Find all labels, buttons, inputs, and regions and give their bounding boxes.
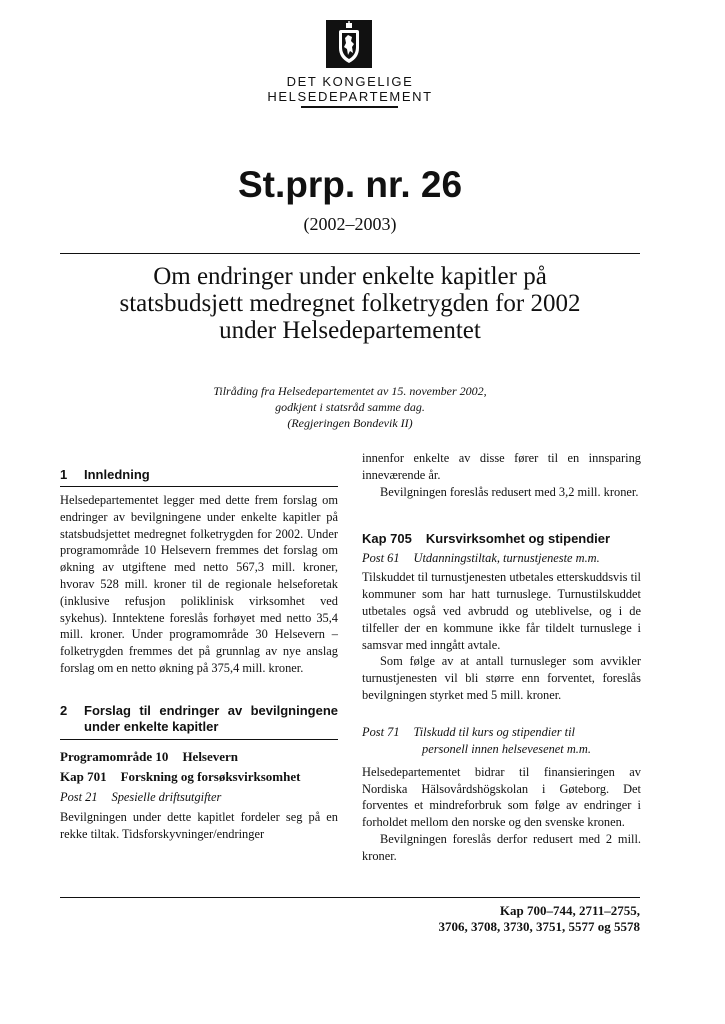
right-paragraph-2: Bevilgningen foreslås redusert med 3,2 mill. kroner. — [380, 484, 639, 499]
section-2-title: Forslag til endringer av bevilgningene under enkelte kapitler — [84, 702, 338, 734]
kap-705-name: Kursvirksomhet og stipendier — [425, 531, 611, 547]
footer-divider — [60, 897, 640, 898]
right-column — [362, 450, 641, 865]
post-21-label: Post 21 — [60, 789, 98, 804]
left-column — [60, 467, 338, 842]
section-2-number: 2 — [60, 702, 68, 718]
right-paragraph-6: Bevilgningen foreslås derfor redusert med 2 mill. kroner. — [362, 831, 641, 863]
approval-note — [60, 383, 640, 431]
kap-705-heading — [362, 530, 641, 548]
document-title: St.prp. nr. 26 — [237, 164, 463, 205]
main-title-line2: statsbudsjett medregnet folketrygden for 2002 — [119, 290, 581, 317]
footer-line1: Kap 700–744, 2711–2755, — [499, 903, 640, 918]
footer-line2: 3706, 3708, 3730, 3751, 5577 og 5578 — [438, 919, 640, 934]
kap-705-label: Kap 705 — [362, 531, 412, 547]
section-1-body: Helsedepartementet legger med dette frem forslag om endringer av bevilgningene under enkelte kapitler på statsbudsjettet medregnet folketrygden for 2002. Under programområde 10 Helsevern fremmes det forslag om økning av utgiftene med netto 567,3 mill. kroner, hvorav 528 mill. kroner til de regionale helseforetak (inklusive refusjon poliklinisk virksomhet ved sykehus). Inntektene foreslås forhøyet med netto 35,4 mill. kroner. Under programområde 30 Helsevern – folketrygden fremmes det på grunnlag av nye anslag forslag om en netto økning på 375,4 mill. kroner. — [60, 493, 338, 675]
section-2-rule — [60, 739, 338, 740]
post-71-name-line2: personell innen helsevesenet m.m. — [422, 741, 591, 756]
post-21-heading — [60, 789, 338, 806]
post-71-label: Post 71 — [362, 724, 400, 739]
section-1-heading — [60, 467, 338, 483]
ministry-name-line1: DET KONGELIGE — [286, 74, 414, 89]
title-divider — [60, 253, 640, 254]
right-paragraph-4: Som følge av at antall turnusleger som avvikler turnustjenesten vil bli større enn forventet, foreslås bevilgningen styrket med 5 mill. kroner. — [362, 654, 641, 702]
kap-701-heading — [60, 768, 338, 786]
kap-701-name: Forskning og forsøksvirksomhet — [120, 768, 301, 784]
post-21-body: Bevilgningen under dette kapitlet fordeler seg på en rekke tiltak. Tidsforskyvninger/endringer — [60, 809, 338, 841]
post-71-heading — [362, 724, 641, 758]
post-71-name-line1: Tilskudd til kurs og stipendier til — [413, 724, 575, 739]
section-2-heading — [60, 703, 338, 735]
approval-line3: (Regjeringen Bondevik II) — [287, 416, 413, 430]
document-year: (2002–2003) — [303, 214, 397, 234]
approval-line2: godkjent i statsråd samme dag. — [275, 400, 425, 414]
section-1-rule — [60, 486, 338, 487]
program-area-heading — [60, 748, 338, 766]
approval-line1: Tilråding fra Helsedepartementet av 15. november 2002, — [213, 384, 487, 398]
post-21-name: Spesielle driftsutgifter — [111, 789, 222, 804]
right-paragraph-3: Tilskuddet til turnustjenesten utbetales etterskuddsvis til kommuner som har hatt turnuslege. Turnustilskuddet utbetales også ved avbrudd og uteblivelse, og i de tilfeller der en kommune ikke får tildelt turnuslege i samsvar med inngått avtale. — [362, 570, 641, 652]
program-area-name: Helsevern — [182, 748, 239, 764]
ministry-name-line2: HELSEDEPARTEMENT — [267, 89, 433, 104]
section-1-title: Innledning — [84, 467, 150, 482]
ministry-underline — [301, 106, 398, 108]
right-paragraph-5: Helsedepartementet bidrar til finansieringen av Nordiska Hälsovårdshögskolan i Gøteborg. Det forventes et mindreforbruk som følge av endringer i forholdet mellom den norske og den svenske kronen. — [362, 764, 641, 830]
post-61-name: Utdanningstiltak, turnustjeneste m.m. — [413, 551, 600, 566]
section-1-number: 1 — [60, 467, 68, 482]
post-61-label: Post 61 — [362, 551, 400, 566]
main-title — [60, 263, 640, 344]
kap-701-label: Kap 701 — [60, 768, 107, 784]
right-paragraph-1: innenfor enkelte av disse fører til en innsparing inneværende år. — [362, 451, 641, 482]
main-title-line1: Om endringer under enkelte kapitler på — [153, 263, 547, 290]
coat-of-arms-icon — [326, 20, 372, 68]
post-61-heading — [362, 550, 641, 567]
program-area-label: Programområde 10 — [60, 748, 169, 764]
main-title-line3: under Helsedepartementet — [219, 317, 481, 344]
